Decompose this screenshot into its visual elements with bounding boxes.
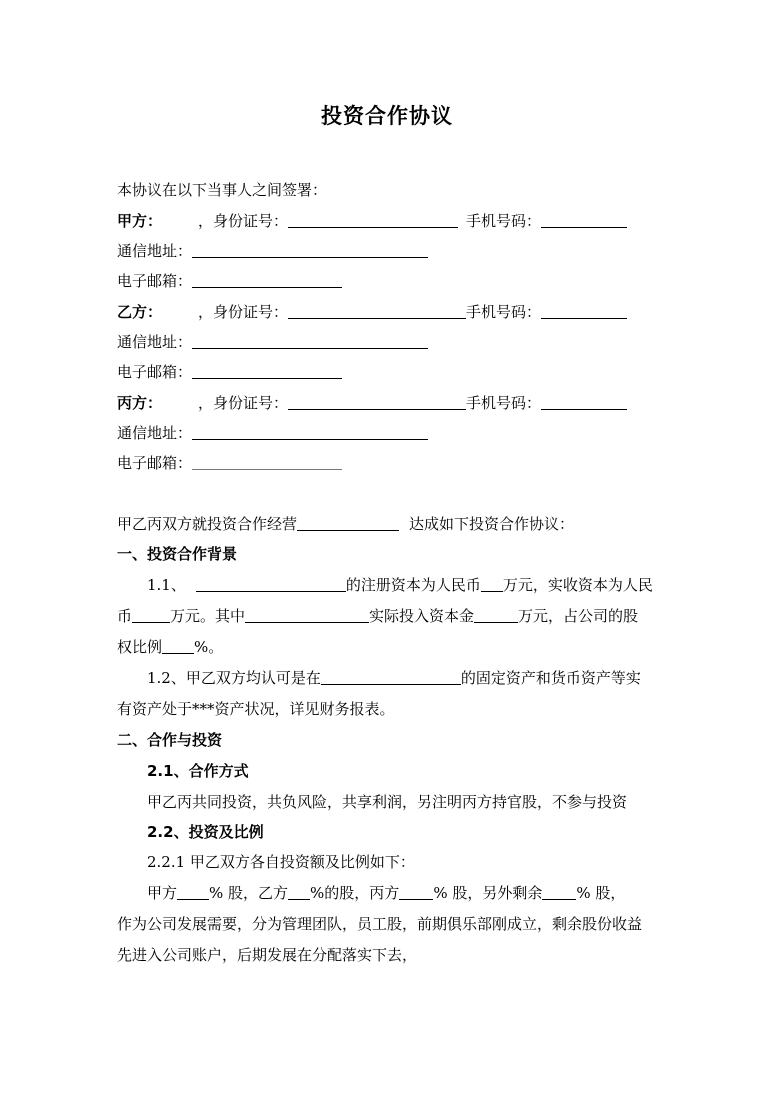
clause-1-1-text-b: 的注册资本为人民币	[345, 576, 481, 594]
ratio-line	[147, 883, 625, 903]
section2-heading: 二、合作与投资	[117, 731, 223, 749]
ratio-text-c: %的股，丙方	[310, 884, 400, 902]
subsection-2-1-text: 甲乙丙共同投资，共负风险，共享利润，另注明丙方持官股，不参与投资	[147, 793, 628, 811]
party-b-phone-field[interactable]	[541, 304, 627, 319]
phone-label: 手机号码：	[466, 394, 542, 412]
ratio-text-b: % 股，乙方	[209, 884, 289, 902]
clause-1-1-text-b3: %。	[194, 638, 224, 656]
business-field[interactable]	[297, 516, 399, 531]
email-label: 电子邮箱：	[117, 454, 193, 472]
party-c-share-field[interactable]	[399, 885, 433, 900]
clause-1-1-text-c: 万元，实收资本为人民	[502, 576, 653, 594]
intro-text: 本协议在以下当事人之间签署：	[117, 181, 328, 199]
party-c-email-field[interactable]	[192, 455, 342, 470]
investor-name-field[interactable]	[245, 608, 369, 623]
id-label: ，身份证号：	[198, 303, 289, 321]
clause-1-1-text-b2: 万元。其中	[170, 607, 246, 625]
id-label: ，身份证号：	[198, 212, 289, 230]
clause-1-1-line3	[117, 637, 223, 657]
company-name-field[interactable]	[196, 577, 346, 592]
party-b-id-field[interactable]	[288, 304, 466, 319]
party-b-email-field[interactable]	[192, 364, 342, 379]
party-c-phone-field[interactable]	[541, 395, 627, 410]
phone-label: 手机号码：	[466, 212, 542, 230]
clause-1-2-text-b: 的固定资产和货币资产等实	[460, 669, 641, 687]
registered-capital-field[interactable]	[481, 577, 503, 592]
paid-capital-field[interactable]	[132, 608, 170, 623]
ratio-text-e: % 股，	[576, 884, 626, 902]
address-label: 通信地址：	[117, 242, 193, 260]
party-a-phone-field[interactable]	[541, 213, 627, 228]
clause-1-1-text-a2: 币	[117, 607, 133, 625]
subsection-2-2-heading: 2.2、投资及比例	[147, 823, 264, 841]
ratio-text-d: % 股，另外剩余	[433, 884, 543, 902]
party-b-line	[117, 302, 627, 322]
party-a-id-field[interactable]	[288, 213, 458, 228]
clause-1-2-line1	[147, 668, 641, 688]
party-c-email-line	[117, 453, 342, 473]
clause-1-1-line1	[147, 575, 653, 595]
address-label: 通信地址：	[117, 424, 193, 442]
email-label: 电子邮箱：	[117, 272, 193, 290]
agreement-intro	[117, 514, 574, 534]
clause-1-2-text-a: 1.2、甲乙双方均认可是在	[147, 669, 321, 687]
clause-2-2-1: 2.2.1 甲乙双方各自投资额及比例如下：	[147, 853, 415, 871]
clause-1-1-text-d2: 万元，占公司的股	[518, 607, 639, 625]
equity-ratio-field[interactable]	[162, 639, 194, 654]
party-c-id-field[interactable]	[288, 395, 466, 410]
party-b-email-line	[117, 362, 342, 382]
agreement-intro-part1: 甲乙丙双方就投资合作经营	[117, 515, 298, 533]
party-b-address-line	[117, 332, 428, 352]
party-b-share-field[interactable]	[288, 885, 310, 900]
party-c-line	[117, 393, 627, 413]
party-a-email-line	[117, 271, 342, 291]
party-a-label: 甲方：	[117, 212, 163, 230]
party-a-address-field[interactable]	[192, 243, 428, 258]
party-c-address-field[interactable]	[192, 425, 428, 440]
clause-1-1-line2	[117, 606, 638, 626]
party-b-address-field[interactable]	[192, 334, 428, 349]
clause-1-1-text-c2: 实际投入资本金	[369, 607, 475, 625]
address-label: 通信地址：	[117, 333, 193, 351]
ratio-continuation-2: 先进入公司账户，后期发展在分配落实下去，	[117, 946, 418, 964]
phone-label: 手机号码：	[466, 303, 542, 321]
clause-1-1-text-a3: 权比例	[117, 638, 163, 656]
id-label: ，身份证号：	[198, 394, 289, 412]
clause-1-2-line2: 有资产处于***资产状况，详见财务报表。	[117, 700, 395, 718]
ratio-continuation-1: 作为公司发展需要，分为管理团队，员工股，前期俱乐部刚成立，剩余股份收益	[117, 915, 643, 933]
section1-heading: 一、投资合作背景	[117, 545, 238, 563]
party-c-label: 丙方：	[117, 394, 163, 412]
clause-1-1-number: 1.1、	[147, 576, 186, 594]
subsection-2-1-heading: 2.1、合作方式	[147, 762, 249, 780]
remaining-share-field[interactable]	[542, 885, 576, 900]
party-a-address-line	[117, 241, 428, 261]
ratio-text-a: 甲方	[147, 884, 178, 902]
actual-capital-field[interactable]	[474, 608, 518, 623]
agreement-intro-part2: 达成如下投资合作协议：	[409, 515, 575, 533]
party-a-share-field[interactable]	[177, 885, 209, 900]
party-a-email-field[interactable]	[192, 273, 342, 288]
party-b-label: 乙方：	[117, 303, 163, 321]
email-label: 电子邮箱：	[117, 363, 193, 381]
party-c-address-line	[117, 423, 428, 443]
document-title: 投资合作协议	[321, 104, 453, 128]
party-a-line	[117, 211, 627, 231]
asset-entity-field[interactable]	[321, 670, 461, 685]
